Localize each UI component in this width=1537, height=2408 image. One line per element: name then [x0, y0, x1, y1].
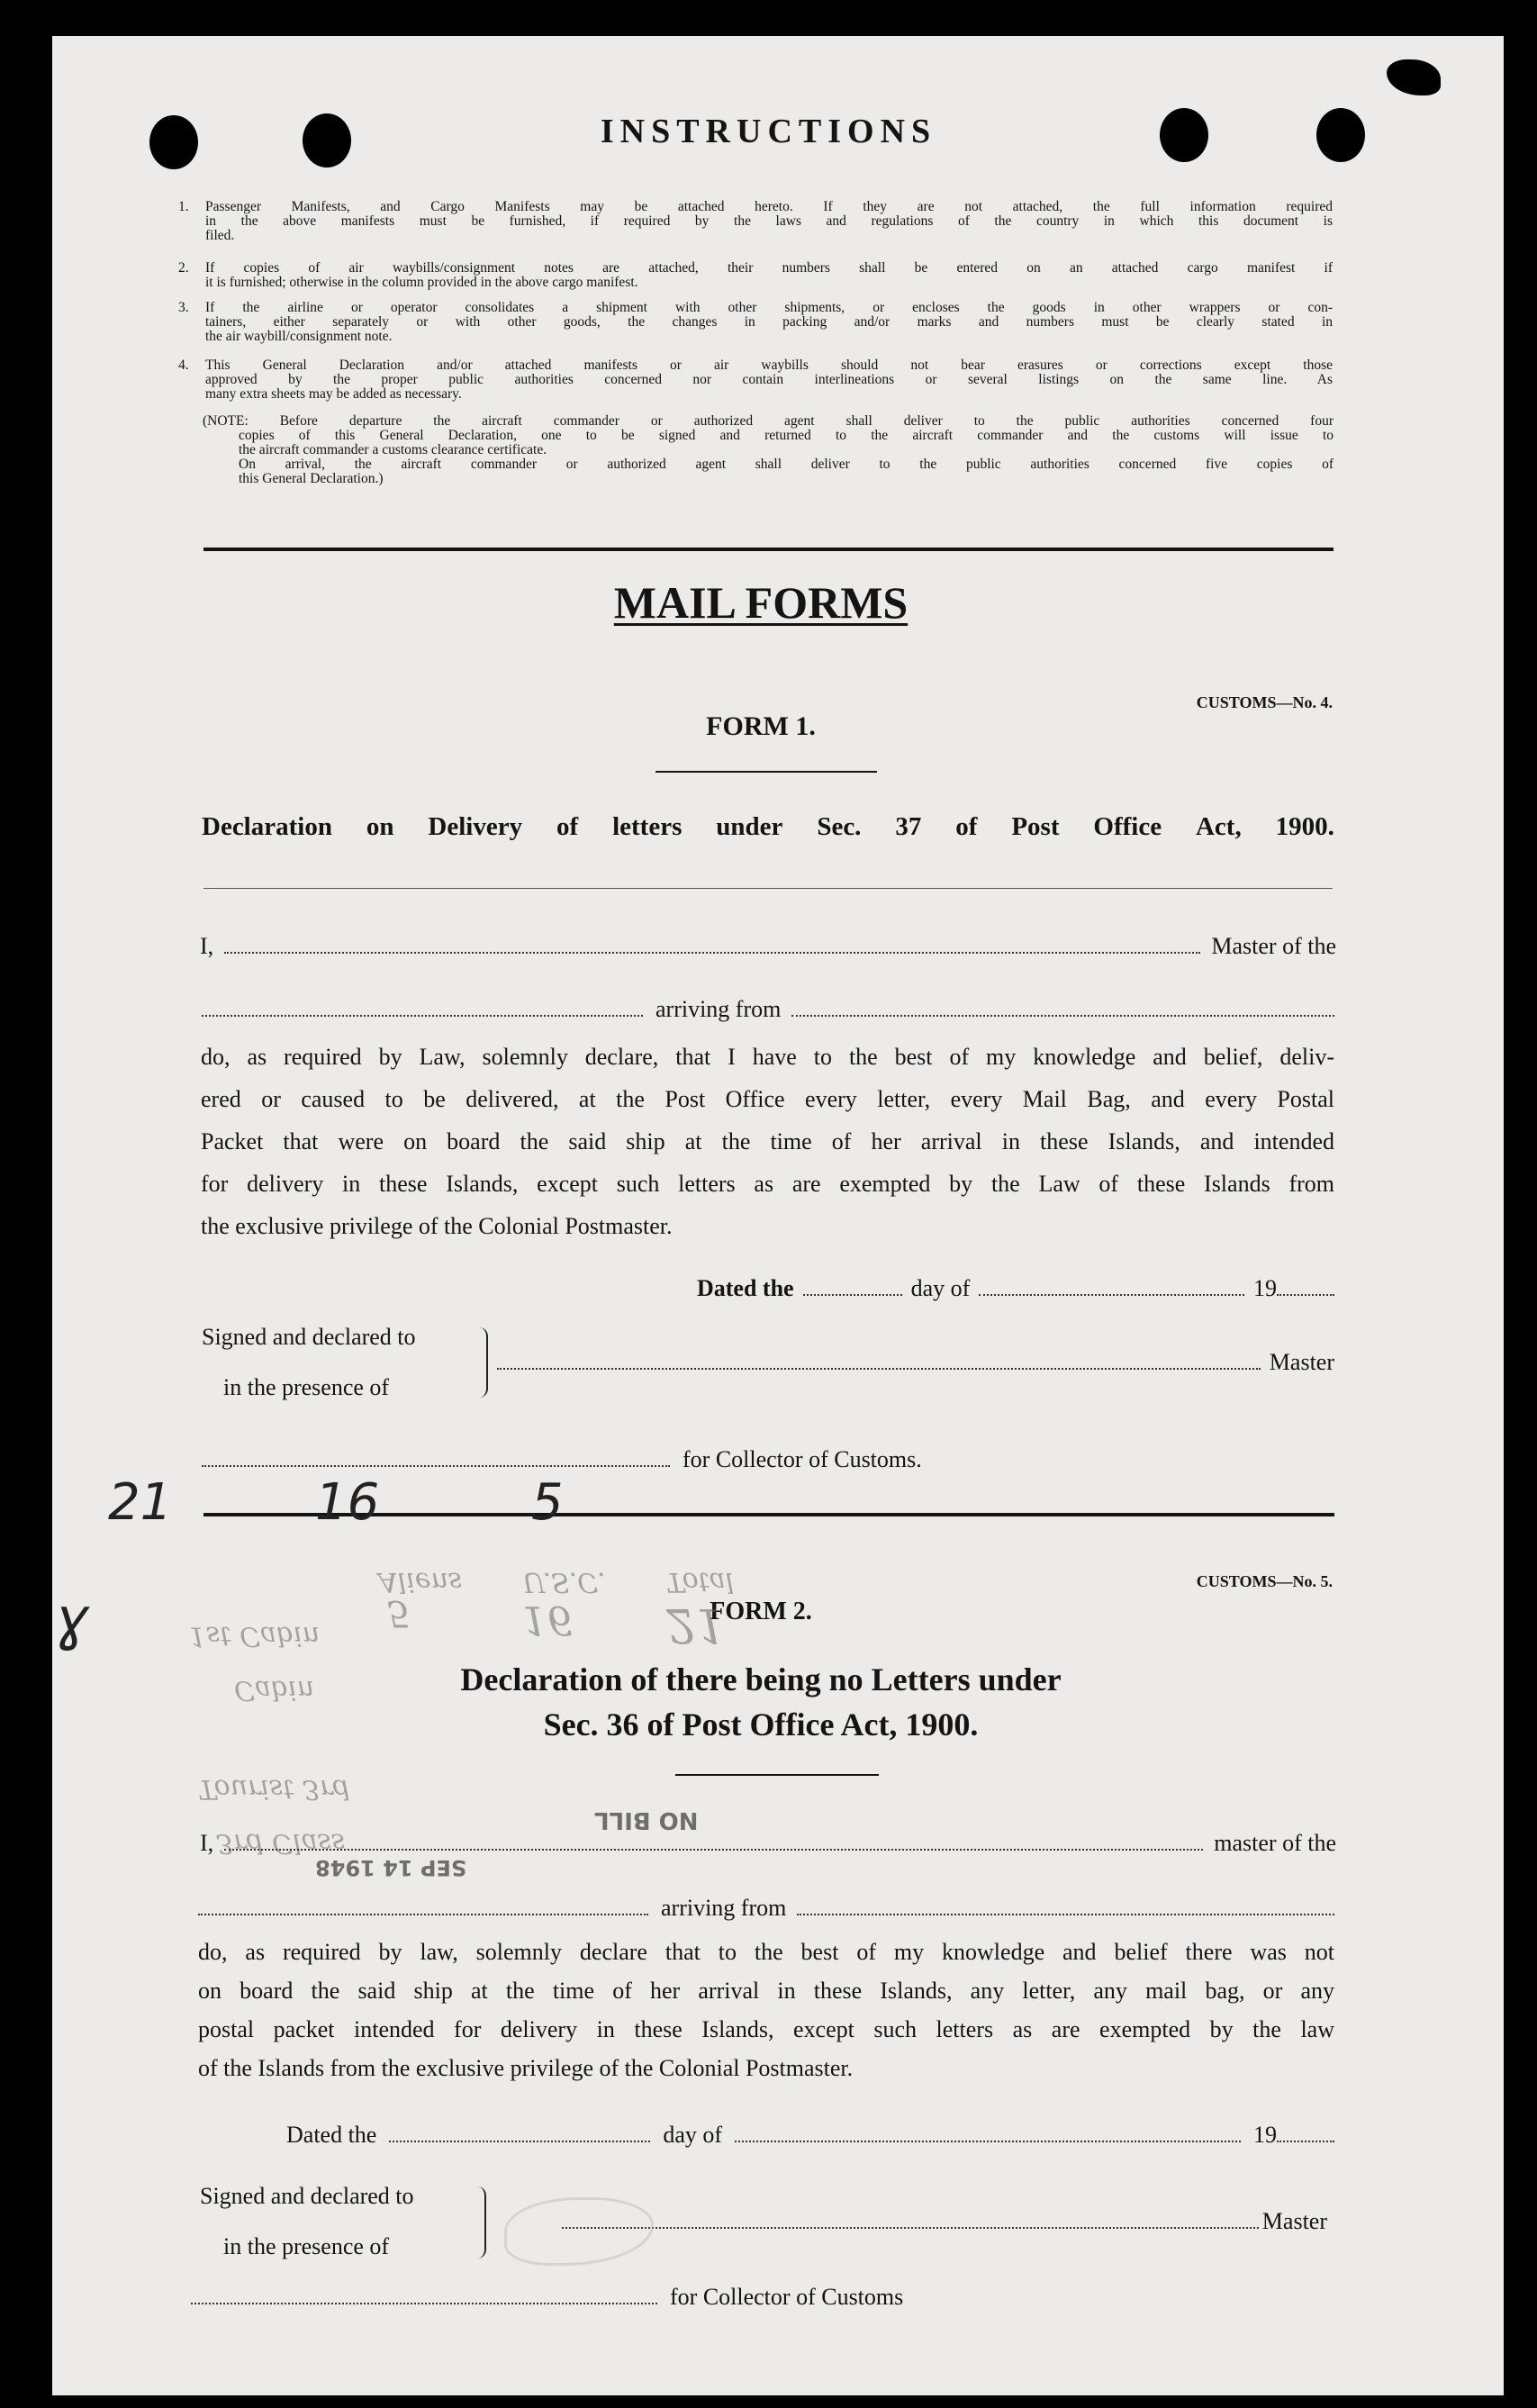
form1-ship-field[interactable]	[202, 1015, 643, 1017]
mail-forms-title: MAIL FORMS	[613, 577, 909, 628]
form2-ship-field[interactable]	[198, 1914, 648, 1915]
form2-i-line: I, master of the	[200, 1830, 1336, 1856]
form1-arriving-line: arriving from	[202, 996, 1334, 1023]
instruction-item-3: 3. If the airline or operator consolidates a shipment with other shipments, or encloses the goods in other wrappers or con- tainers, either separately or with other goods, the changes in packing and/or marks and numbers must be clearly stated in the air waybill/consignment note.	[178, 300, 1333, 344]
form2-title: FORM 2.	[710, 1598, 812, 1625]
bleed-through-date: SEP 14 1948	[315, 1855, 467, 1880]
section-divider	[203, 548, 1334, 551]
form2-body: do, as required by law, solemnly declare that to the best of my knowledge and belief there was not on board the said ship at the time of her arrival in these Islands, any letter, any mail bag, or any postal packet intended for delivery in these Islands, except such letters as are exempted by the law of the Islands from the exclusive privilege of the Colonial Postmaster.	[198, 1939, 1334, 2081]
form2-arriving-line: arriving from	[198, 1895, 1334, 1922]
form1-signed-label-2: in the presence of	[223, 1374, 390, 1400]
form1-bracket	[479, 1327, 488, 1398]
form2-name-field[interactable]	[224, 1849, 1203, 1851]
form2-collector-field[interactable]	[191, 2303, 657, 2304]
form2-date-field[interactable]	[389, 2141, 650, 2142]
form1-i-line: I, Master of the	[200, 933, 1336, 959]
bleed-through-no-bill: NO BILL	[594, 1806, 699, 1833]
form1-dated-line: Dated the day of 19	[697, 1275, 1334, 1302]
form2-year-field[interactable]	[1277, 2141, 1334, 2142]
form1-signed-label-1: Signed and declared to	[202, 1324, 416, 1350]
form1-origin-field[interactable]	[791, 1015, 1334, 1017]
instructions-note: (NOTE: Before departure the aircraft commander or authorized agent shall deliver to the public authorities concerned four copies of this General Declaration, one to be signed and returned to the aircraft commander and the customs will issue to the aircraft commander a customs clearance certificate. On arrival, the aircraft commander or authorized agent shall deliver to the public authorities concerned five copies of this General Declaration.)	[203, 413, 1334, 486]
handwritten-tally: 21 16 5	[108, 1473, 564, 1532]
form1-collector-field[interactable]	[202, 1465, 670, 1467]
form2-origin-field[interactable]	[797, 1914, 1334, 1915]
form2-collector-line: for Collector of Customs	[191, 2284, 1001, 2311]
form1-master-line: Master	[497, 1349, 1334, 1376]
form2-dated-line: Dated the day of 19	[286, 2122, 1334, 2149]
form1-year-field[interactable]	[1277, 1294, 1334, 1296]
instruction-item-4: 4. This General Declaration and/or attached manifests or air waybills should not bear erasures or corrections except those approved by the proper public authorities concerned nor contain interlineations or several listings on the same line. As many extra sheets may be added as necessary.	[178, 358, 1333, 402]
form1-title: FORM 1.	[706, 711, 816, 741]
form1-master-signature-field[interactable]	[497, 1368, 1261, 1370]
form1-customs-number: CUSTOMS—No. 4.	[1196, 693, 1333, 711]
form2-signed-label-1: Signed and declared to	[200, 2183, 414, 2209]
form1-heading: Declaration on Delivery of letters under Sec. 37 of Post Office Act, 1900.	[202, 812, 1334, 841]
form1-month-field[interactable]	[979, 1294, 1244, 1296]
form1-title-rule	[655, 771, 877, 773]
instruction-item-1: 1. Passenger Manifests, and Cargo Manifests may be attached hereto. If they are not attached, the full information required in the above manifests must be furnished, if required by the laws and regulations of the country in which this document is filed.	[178, 199, 1333, 243]
form1-heading-rule	[203, 888, 1333, 889]
bleed-through-stamp: 3rd Class Tourist 3rd Cabin 1st Cabin Aliens 5 U.S.C. 16 Total 21	[189, 1566, 735, 1859]
form2-customs-number: CUSTOMS—No. 5.	[1196, 1572, 1333, 1590]
form2-heading-2: Sec. 36 of Post Office Act, 1900.	[543, 1706, 979, 1743]
form2-bracket	[477, 2186, 486, 2259]
form1-collector-line: for Collector of Customs.	[202, 1446, 1012, 1473]
form2-month-field[interactable]	[735, 2141, 1241, 2142]
instructions-title: INSTRUCTIONS	[600, 113, 937, 150]
form2-heading-1: Declaration of there being no Letters under	[460, 1661, 1062, 1697]
form2-master-signature-field[interactable]	[562, 2227, 1259, 2229]
form1-date-field[interactable]	[803, 1294, 902, 1296]
form1-body: do, as required by Law, solemnly declare, that I have to the best of my knowledge and belief, deliv- ered or caused to be delivered, at the Post Office every letter, every Mail Bag, and every Postal Packet that were on board the said ship at the time of her arrival in these Islands, and intended for delivery in these Islands, except such letters as are exempted by the Law of these Islands from the exclusive privilege of the Colonial Postmaster.	[201, 1044, 1334, 1239]
form1-name-field[interactable]	[224, 952, 1200, 954]
form2-master-line: Master	[562, 2208, 1327, 2235]
instruction-item-2: 2. If copies of air waybills/consignment notes are attached, their numbers shall be entered on an attached cargo manifest if it is furnished; otherwise in the column provided in the above cargo manifest.	[178, 260, 1333, 290]
form2-signed-label-2: in the presence of	[223, 2233, 390, 2259]
handwritten-scribble: ɣ	[54, 1587, 89, 1653]
